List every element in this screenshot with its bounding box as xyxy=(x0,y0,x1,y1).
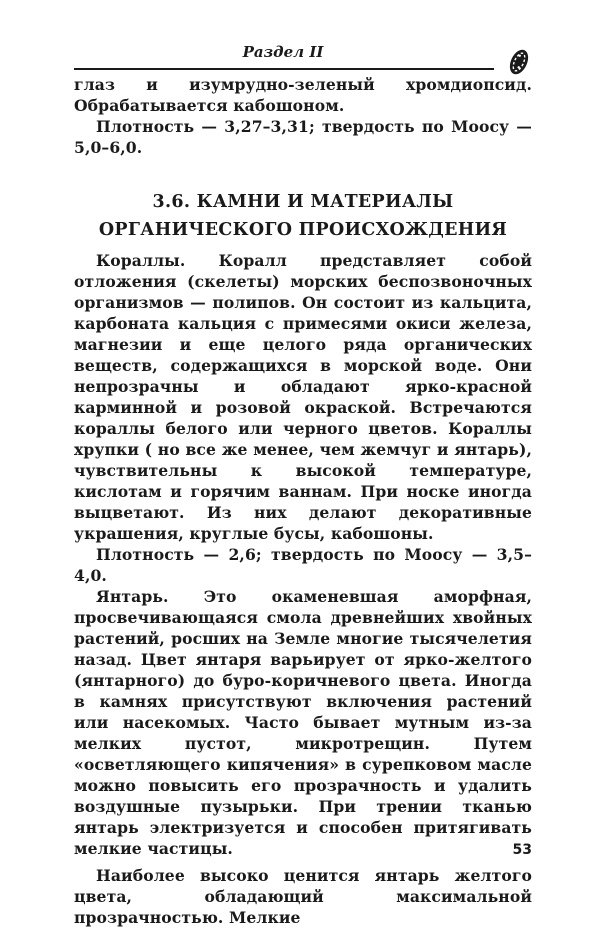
paragraph-corals-properties: Плотность — 2,6; твердость по Моосу — 3,5–4,0. xyxy=(74,545,532,585)
paragraph: глаз и изумрудно-зеленый хромдиопсид. Обрабатывается кабошоном. xyxy=(74,75,532,115)
section-heading xyxy=(74,188,532,244)
paragraph-corals xyxy=(74,250,532,544)
section-title: Раздел II xyxy=(242,43,324,61)
paragraph-amber xyxy=(74,586,532,859)
amber-text: Это окаменевшая аморфная, просвечивающаяся смола древнейших хвойных растений, росших на Земле многие тысячелетия назад. Цвет янтаря варьирует от ярко-желтого (янтарного) до буро-коричневого цвета. Иногда в камнях присутствуют включения растений или насекомых. Часто бывает мутным из-за мелких пустот, микротрещин. Путем «осветляющего кипячения» в сурепковом масле можно повысить его прозрачность и удалить воздушные пузырьки. При трении тканью янтарь электризуется и способен притягивать мелкие частицы. xyxy=(74,587,532,858)
running-header xyxy=(74,40,532,74)
term-corals: Кораллы. xyxy=(96,251,186,270)
section-heading-line1: 3.6. КАМНИ И МАТЕРИАЛЫ xyxy=(152,192,454,212)
term-amber: Янтарь. xyxy=(96,587,169,606)
page-number: 53 xyxy=(512,842,532,858)
paragraph-amber-continuation: Наиболее высоко ценится янтарь желтого цвета, обладающий максимальной прозрачностью. Мелкие xyxy=(74,866,532,927)
gemstone-icon xyxy=(508,46,530,78)
corals-text: Коралл представляет собой отложения (скелеты) морских беспозвоночных организмов — полипов. Он состоит из кальцита, карбоната кальция с примесями окиси железа, магнезии и еще целого ряда органических веществ, содержащихся в морской воде. Они непрозрачны и обладают ярко-красной карминной и розовой окраской. Встречаются кораллы белого или черного цветов. Кораллы хрупки ( но все же менее, чем жемчуг и янтарь), чувствительны к высокой температуре, кислотам и горячим ваннам. При носке иногда выцветают. Из них делают декоративные украшения, круглые бусы, кабошоны. xyxy=(74,251,532,543)
book-page xyxy=(74,40,532,928)
section-heading-line2: ОРГАНИЧЕСКОГО ПРОИСХОЖДЕНИЯ xyxy=(98,220,508,240)
paragraph-properties: Плотность — 3,27–3,31; твердость по Моосу — 5,0–6,0. xyxy=(74,117,532,157)
header-rule xyxy=(74,68,494,70)
body-text xyxy=(74,74,532,928)
